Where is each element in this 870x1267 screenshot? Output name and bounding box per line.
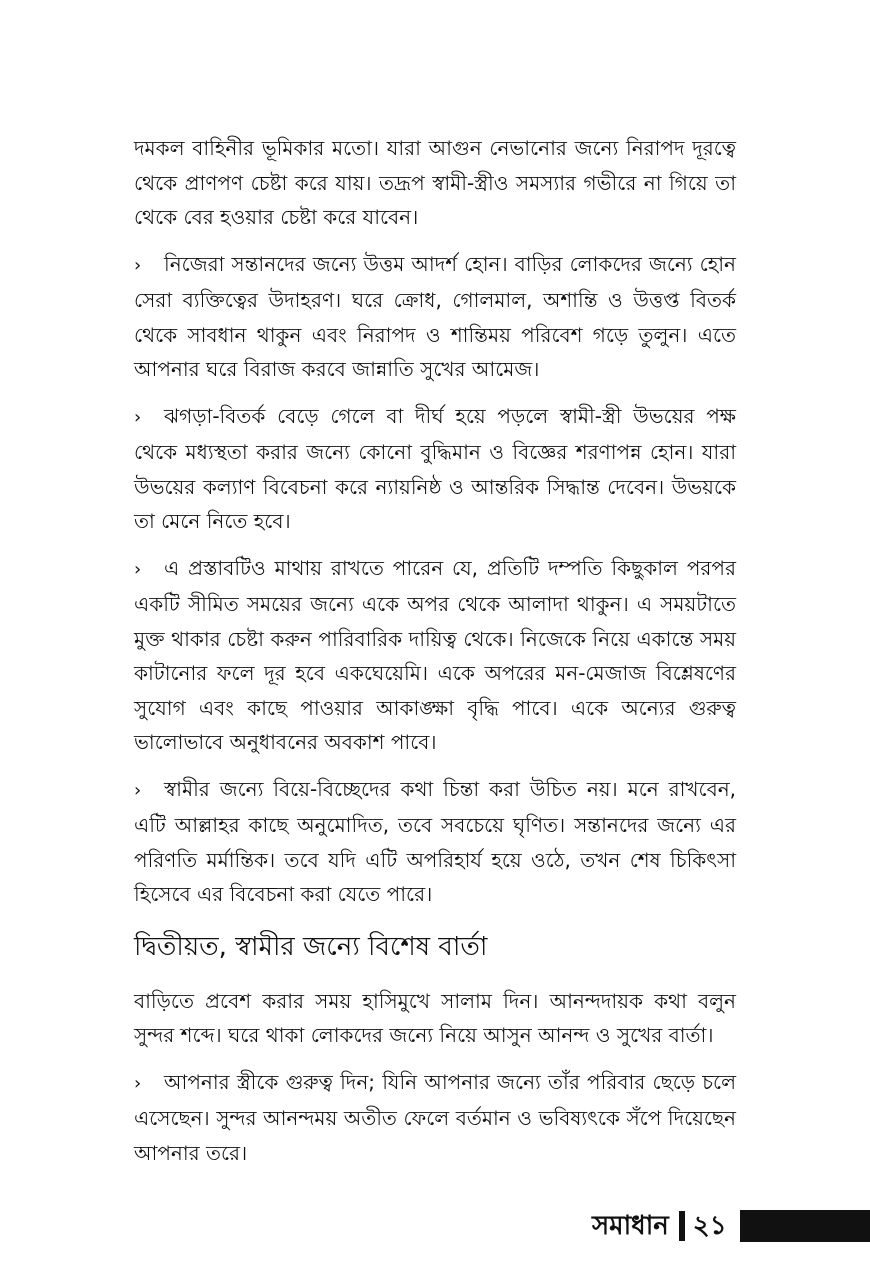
bullet-text: ঝগড়া-বিতর্ক বেড়ে গেলে বা দীর্ঘ হয়ে পড়লে স্বামী-স্ত্রী উভয়ের পক্ষ থেকে মধ্যস্থতা করার জন্যে কোনো বুদ্ধিমান ও বিজ্ঞের শরণাপন্ন হোন। যারা উভয়ের কল্যাণ বিবেচনা করে ন্যায়নিষ্ঠ ও আন্তরিক সিদ্ধান্ত দেবেন। উভয়কে তা মেনে নিতে হবে। xyxy=(134,403,736,533)
bullet-paragraph xyxy=(134,772,736,912)
book-title: সমাধান xyxy=(592,1211,669,1241)
bullet-paragraph xyxy=(134,399,736,539)
bullet-paragraph xyxy=(134,551,736,760)
bullet-paragraph xyxy=(134,247,736,387)
bullet-text: আপনার স্ত্রীকে গুরুত্ব দিন; যিনি আপনার জন্যে তাঁর পরিবার ছেড়ে চলে এসেছেন। সুন্দর আনন্দময় অতীত ফেলে বর্তমান ও ভবিষ্যৎকে সঁপে দিয়েছেন আপনার তরে। xyxy=(134,1069,736,1165)
bullet-paragraph xyxy=(134,1065,736,1171)
bullet-text: এ প্রস্তাবটিও মাথায় রাখতে পারেন যে, প্রতিটি দম্পতি কিছুকাল পরপর একটি সীমিত সময়ের জন্যে একে অপর থেকে আলাদা থাকুন। এ সময়টাতে মুক্ত থাকার চেষ্টা করুন পারিবারিক দায়িত্ব থেকে। নিজেকে নিয়ে একান্তে সময় কাটানোর ফলে দূর হবে একঘেয়েমি। একে অপরের মন-মেজাজ বিশ্লেষণের সুযোগ এবং কাছে পাওয়ার আকাঙ্ক্ষা বৃদ্ধি পাবে। একে অন্যের গুরুত্ব ভালোভাবে অনুধাবনের অবকাশ পাবে। xyxy=(134,555,736,754)
paragraph: বাড়িতে প্রবেশ করার সময় হাসিমুখে সালাম দিন। আনন্দদায়ক কথা বলুন সুন্দর শব্দে। ঘরে থাকা লোকদের জন্যে নিয়ে আসুন আনন্দ ও সুখের বার্তা। xyxy=(134,988,736,1047)
paragraph: দমকল বাহিনীর ভূমিকার মতো। যারা আগুন নেভানোর জন্যে নিরাপদ দূরত্বে থেকে প্রাণপণ চেষ্টা করে যায়। তদ্রূপ স্বামী-স্ত্রীও সমস্যার গভীরে না গিয়ে তা থেকে বের হওয়ার চেষ্টা করে যাবেন। xyxy=(134,136,736,229)
page-number: ২১ xyxy=(692,1211,727,1241)
section-heading: দ্বিতীয়ত, স্বামীর জন্যে বিশেষ বার্তা xyxy=(134,931,488,962)
page-footer xyxy=(592,1208,727,1244)
footer-divider xyxy=(679,1211,685,1241)
bullet-arrow-icon: › xyxy=(134,779,142,801)
bullet-arrow-icon: › xyxy=(134,406,142,428)
bullet-arrow-icon: › xyxy=(134,1072,142,1094)
bullet-arrow-icon: › xyxy=(134,558,142,580)
page-body xyxy=(134,131,736,1182)
bullet-text: নিজেরা সন্তানদের জন্যে উত্তম আদর্শ হোন। বাড়ির লোকদের জন্যে হোন সেরা ব্যক্তিত্বের উদাহরণ। ঘরে ক্রোধ, গোলমাল, অশান্তি ও উত্তপ্ত বিতর্ক থেকে সাবধান থাকুন এবং নিরাপদ ও শান্তিময় পরিবেশ গড়ে তুলুন। এতে আপনার ঘরে বিরাজ করবে জান্নাতি সুখের আমেজ। xyxy=(134,251,736,381)
bullet-arrow-icon: › xyxy=(134,254,142,276)
bullet-text: স্বামীর জন্যে বিয়ে-বিচ্ছেদের কথা চিন্তা করা উচিত নয়। মনে রাখবেন, এটি আল্লাহর কাছে অনুমোদিত, তবে সবচেয়ে ঘৃণিত। সন্তানদের জন্যে এর পরিণতি মর্মান্তিক। তবে যদি এটি অপরিহার্য হয়ে ওঠে, তখন শেষ চিকিৎসা হিসেবে এর বিবেচনা করা যেতে পারে। xyxy=(134,776,736,906)
footer-black-bar xyxy=(740,1210,870,1242)
